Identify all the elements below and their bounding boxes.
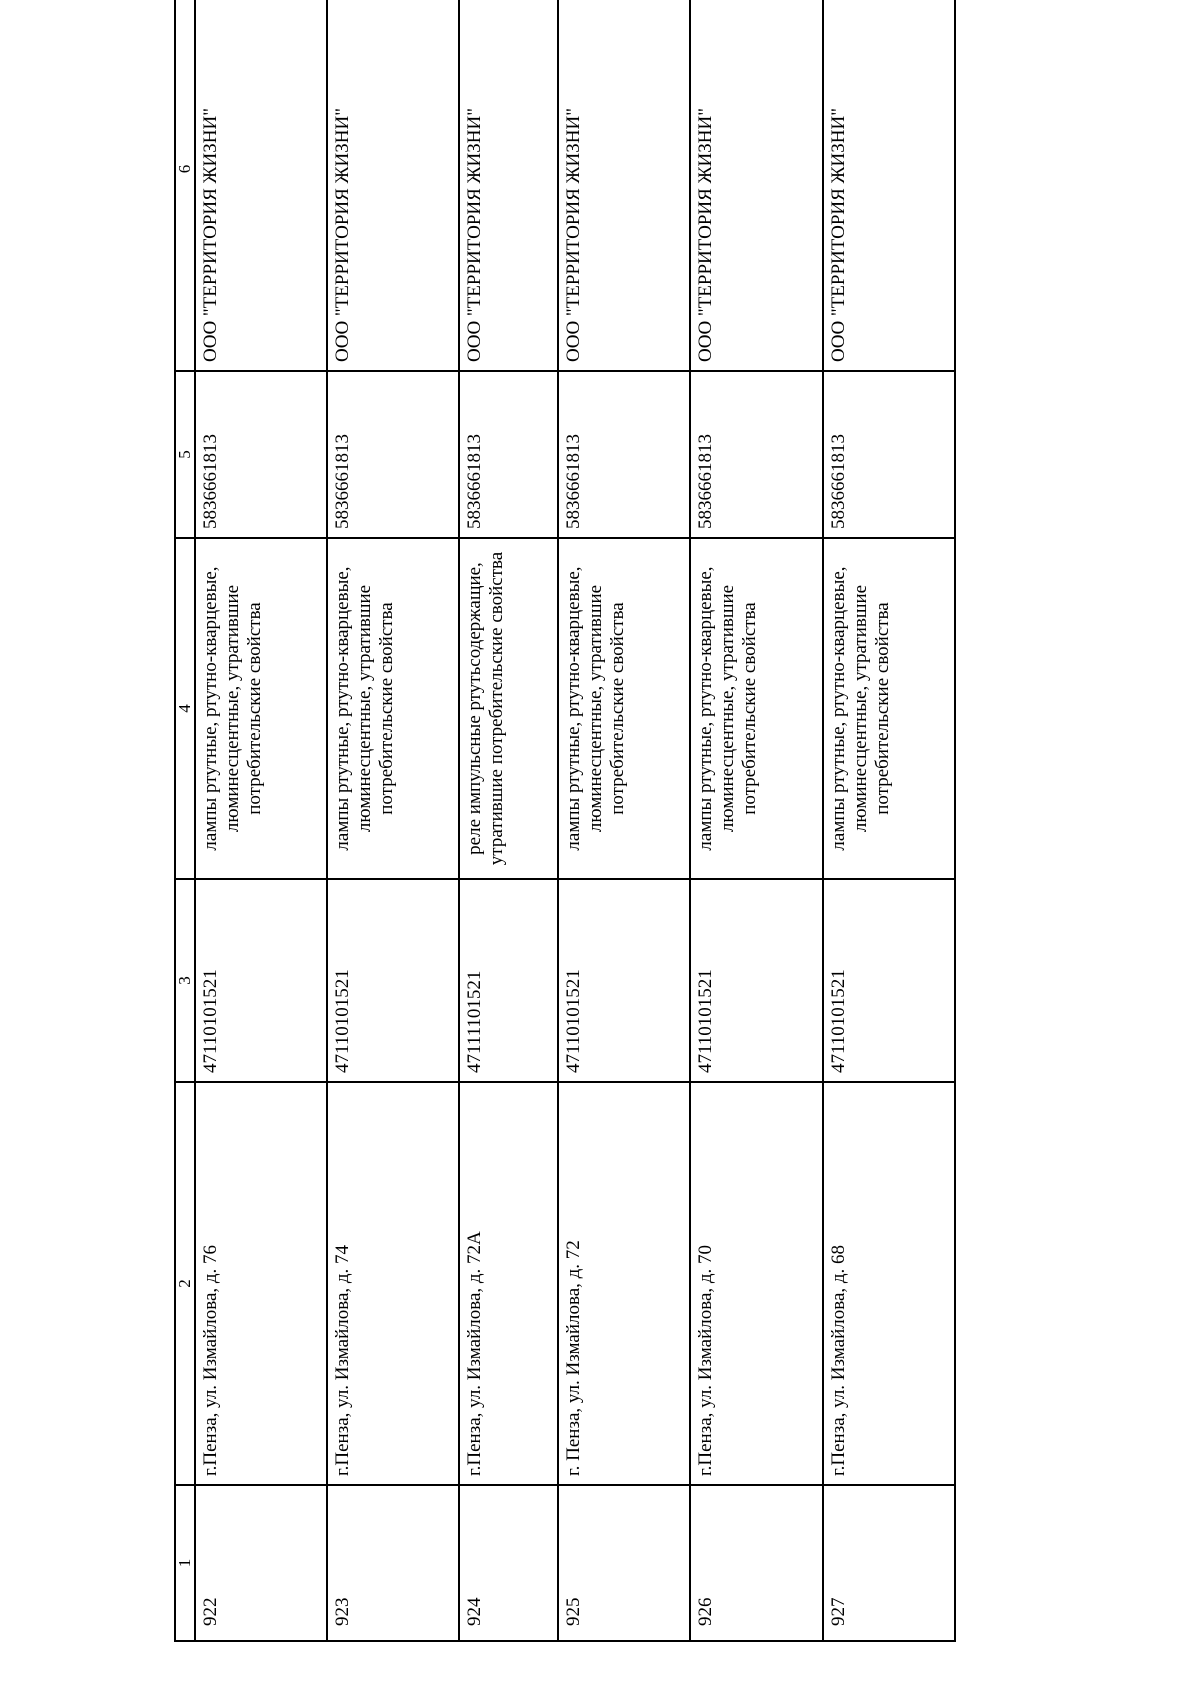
table-header-row — [175, 0, 195, 1641]
waste-sites-table — [174, 0, 956, 1642]
header-cell-3: 3 — [175, 879, 195, 1082]
inn-cell: 5836661813 — [327, 371, 459, 538]
inn-cell: 5836661813 — [823, 371, 955, 538]
header-cell-1: 1 — [175, 1485, 195, 1641]
organization-cell: ООО "ТЕРРИТОРИЯ ЖИЗНИ" — [327, 0, 459, 371]
row-number: 925 — [558, 1485, 690, 1641]
organization-cell: ООО "ТЕРРИТОРИЯ ЖИЗНИ" — [459, 0, 558, 371]
oktmo-cell: 47110101521 — [195, 879, 327, 1082]
address-cell: г.Пенза, ул. Измайлова, д. 74 — [327, 1082, 459, 1485]
table-row — [459, 0, 558, 1641]
waste-type-cell: лампы ртутные, ртутно-кварцевые, люминесцентные, утратившие потребительские свойства — [823, 538, 955, 879]
table-row — [327, 0, 459, 1641]
header-cell-2: 2 — [175, 1082, 195, 1485]
table-row — [690, 0, 822, 1641]
waste-type-cell: лампы ртутные, ртутно-кварцевые, люминесцентные, утратившие потребительские свойства — [558, 538, 690, 879]
oktmo-cell: 47110101521 — [327, 879, 459, 1082]
row-number: 926 — [690, 1485, 822, 1641]
organization-cell: ООО "ТЕРРИТОРИЯ ЖИЗНИ" — [823, 0, 955, 371]
address-cell: г.Пенза, ул. Измайлова, д. 70 — [690, 1082, 822, 1485]
row-number: 927 — [823, 1485, 955, 1641]
oktmo-cell: 47110101521 — [558, 879, 690, 1082]
address-cell: г. Пенза, ул. Измайлова, д. 72 — [558, 1082, 690, 1485]
rotated-table-wrapper — [174, 38, 956, 1642]
waste-type-cell: лампы ртутные, ртутно-кварцевые, люминесцентные, утратившие потребительские свойства — [327, 538, 459, 879]
organization-cell: ООО "ТЕРРИТОРИЯ ЖИЗНИ" — [558, 0, 690, 371]
waste-type-cell: реле импульсные ртутьсодержащие, утратившие потребительские свойства — [459, 538, 558, 879]
row-number: 924 — [459, 1485, 558, 1641]
waste-type-cell: лампы ртутные, ртутно-кварцевые, люминесцентные, утратившие потребительские свойства — [690, 538, 822, 879]
header-cell-5: 5 — [175, 371, 195, 538]
inn-cell: 5836661813 — [459, 371, 558, 538]
header-cell-4: 4 — [175, 538, 195, 879]
inn-cell: 5836661813 — [558, 371, 690, 538]
organization-cell: ООО "ТЕРРИТОРИЯ ЖИЗНИ" — [690, 0, 822, 371]
table-row — [823, 0, 955, 1641]
address-cell: г.Пенза, ул. Измайлова, д. 72А — [459, 1082, 558, 1485]
header-cell-6: 6 — [175, 0, 195, 371]
row-number: 922 — [195, 1485, 327, 1641]
oktmo-cell: 47110101521 — [823, 879, 955, 1082]
oktmo-cell: 47111101521 — [459, 879, 558, 1082]
inn-cell: 5836661813 — [690, 371, 822, 538]
table-row — [558, 0, 690, 1641]
organization-cell: ООО "ТЕРРИТОРИЯ ЖИЗНИ" — [195, 0, 327, 371]
address-cell: г.Пенза, ул. Измайлова, д. 68 — [823, 1082, 955, 1485]
inn-cell: 5836661813 — [195, 371, 327, 538]
row-number: 923 — [327, 1485, 459, 1641]
oktmo-cell: 47110101521 — [690, 879, 822, 1082]
table-row — [195, 0, 327, 1641]
address-cell: г.Пенза, ул. Измайлова, д. 76 — [195, 1082, 327, 1485]
waste-type-cell: лампы ртутные, ртутно-кварцевые, люминесцентные, утратившие потребительские свойства — [195, 538, 327, 879]
